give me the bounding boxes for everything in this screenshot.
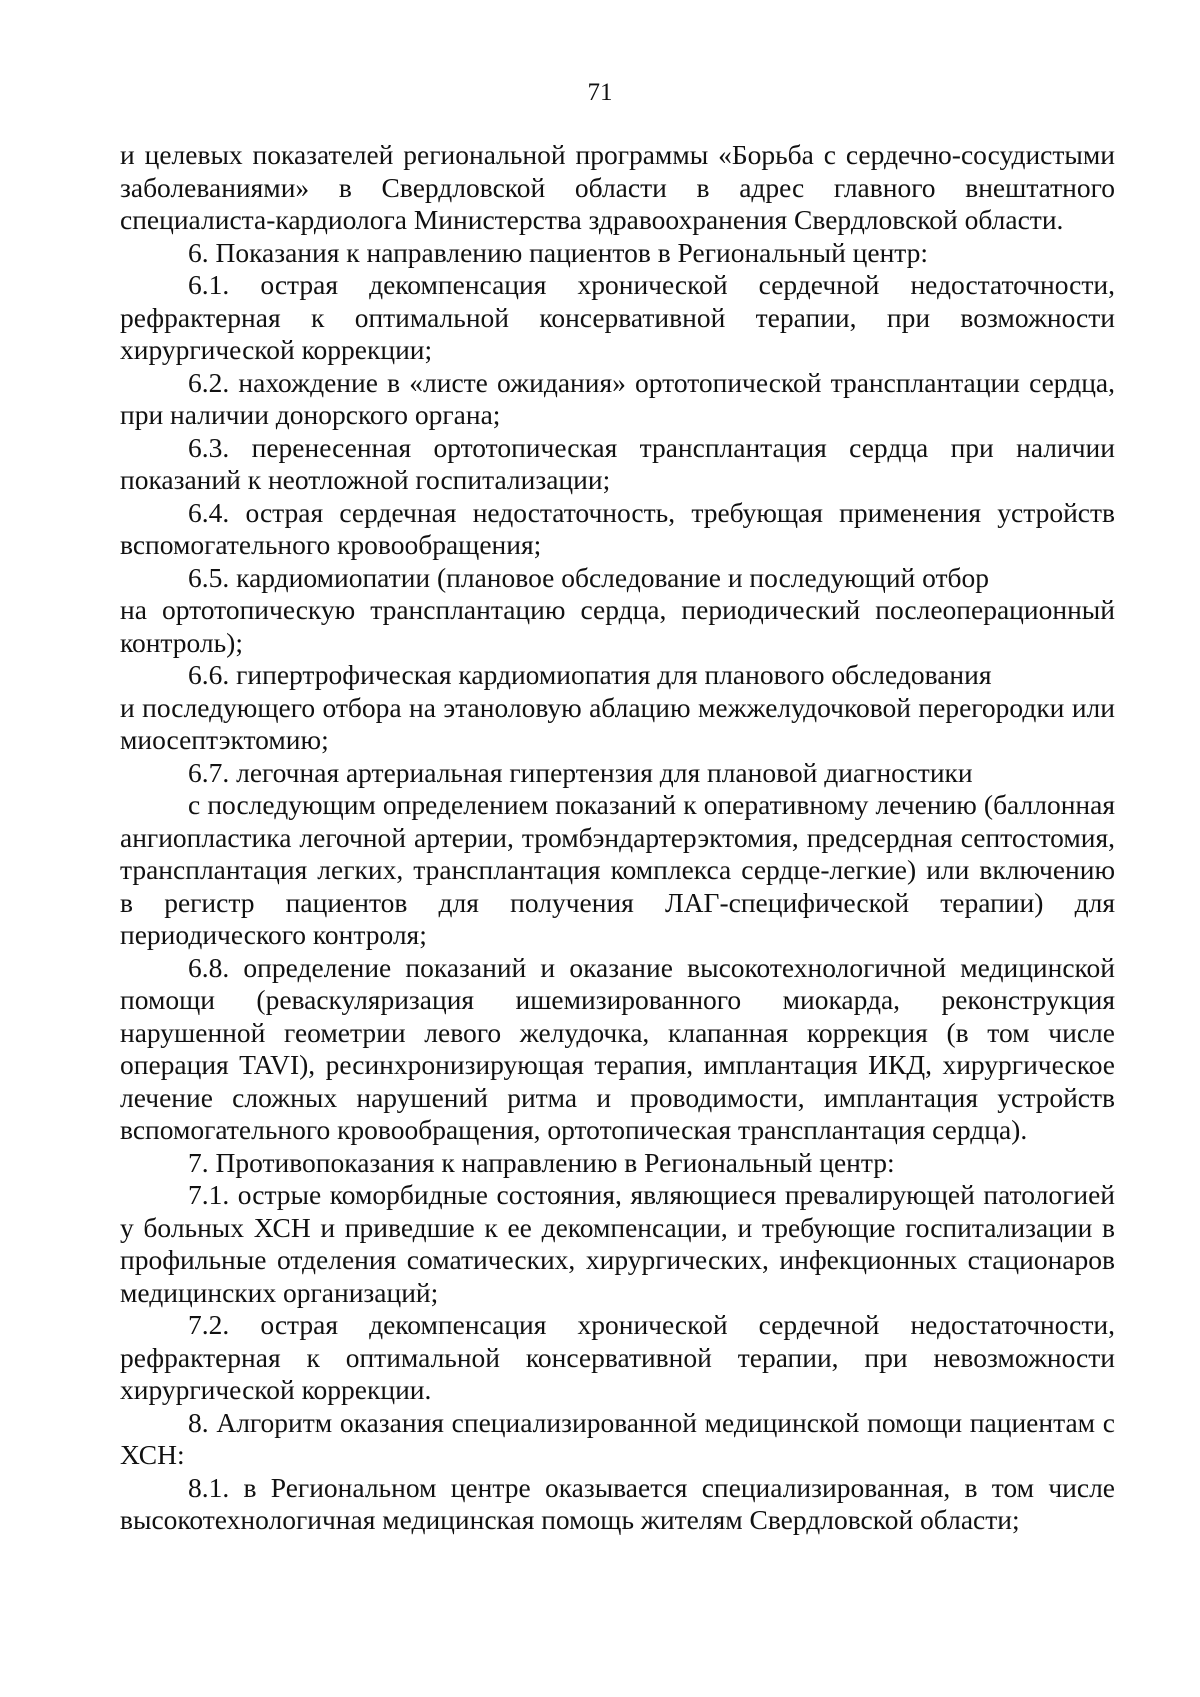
- paragraph-8-heading: 8. Алгоритм оказания специализированной медицинской помощи пациентам с ХСН:: [120, 1406, 1115, 1470]
- paragraph-6-6-line1: 6.6. гипертрофическая кардиомиопатия для планового обследования: [188, 659, 992, 690]
- paragraph-6-7-line1: 6.7. легочная артериальная гипертензия для плановой диагностики: [188, 756, 973, 788]
- paragraph-6-5-line1: 6.5. кардиомиопатии (плановое обследование и последующий отбор: [188, 561, 990, 593]
- paragraph-6-4: 6.4. острая сердечная недостаточность, требующая применения устройств вспомогательного кровообращения;: [120, 496, 1115, 560]
- paragraph-6-7-rest: с последующим определением показаний к оперативному лечению (баллонная ангиопластика легочной артерии, тромбэндартерэктомия, предсердная септостомия, трансплантация легких, трансплантация комплекса сердце-легкие) или включению в регистр пациентов для получения ЛАГ-специфической терапии) для периодического контроля;: [120, 789, 1115, 950]
- paragraph-6-1: 6.1. острая декомпенсация хронической сердечной недостаточности, рефрактерная к оптимальной консервативной терапии, при возможности хирургической коррекции;: [120, 269, 1115, 365]
- document-body: [120, 139, 1115, 1537]
- paragraph-6-2: 6.2. нахождение в «листе ожидания» ортотопической трансплантации сердца, при наличии донорского органа;: [120, 366, 1115, 430]
- paragraph-7-1: 7.1. острые коморбидные состояния, являющиеся превалирующей патологией у больных ХСН и приведшие к ее декомпенсации, и требующие госпитализации в профильные отделения соматических, хирургических, инфекционных стационаров медицинских организаций;: [120, 1179, 1115, 1308]
- paragraph-intro-continuation: и целевых показателей региональной программы «Борьба с сердечно-сосудистыми заболеваниями» в Свердловской области в адрес главного внештатного специалиста-кардиолога Министерства здравоохранения Свердловской области.: [120, 139, 1115, 235]
- paragraph-8-1: 8.1. в Региональном центре оказывается специализированная, в том числе высокотехнологичная медицинская помощь жителям Свердловской области;: [120, 1471, 1115, 1535]
- paragraph-6-5-rest: на ортотопическую трансплантацию сердца, периодический послеоперационный контроль);: [120, 594, 1115, 658]
- paragraph-6-heading: 6. Показания к направлению пациентов в Региональный центр:: [188, 236, 929, 268]
- paragraph-7-2: 7.2. острая декомпенсация хронической сердечной недостаточности, рефрактерная к оптимальной консервативной терапии, при невозможности хирургической коррекции.: [120, 1309, 1115, 1405]
- page-number: 71: [587, 79, 613, 106]
- paragraph-7-heading: 7. Противопоказания к направлению в Региональный центр:: [188, 1146, 895, 1178]
- paragraph-6-8: 6.8. определение показаний и оказание высокотехнологичной медицинской помощи (реваскуляризация ишемизированного миокарда, реконструкция нарушенной геометрии левого желудочка, клапанная коррекция (в том числе операция TAVI), ресинхронизирующая терапия, имплантация ИКД, хирургическое лечение сложных нарушений ритма и проводимости, имплантация устройств вспомогательного кровообращения, ортотопическая трансплантация сердца).: [120, 951, 1115, 1145]
- paragraph-6-3: 6.3. перенесенная ортотопическая трансплантация сердца при наличии показаний к неотложной госпитализации;: [120, 431, 1115, 495]
- paragraph-6-6-rest: и последующего отбора на этаноловую аблацию межжелудочковой перегородки или миосептэктомию;: [120, 691, 1115, 755]
